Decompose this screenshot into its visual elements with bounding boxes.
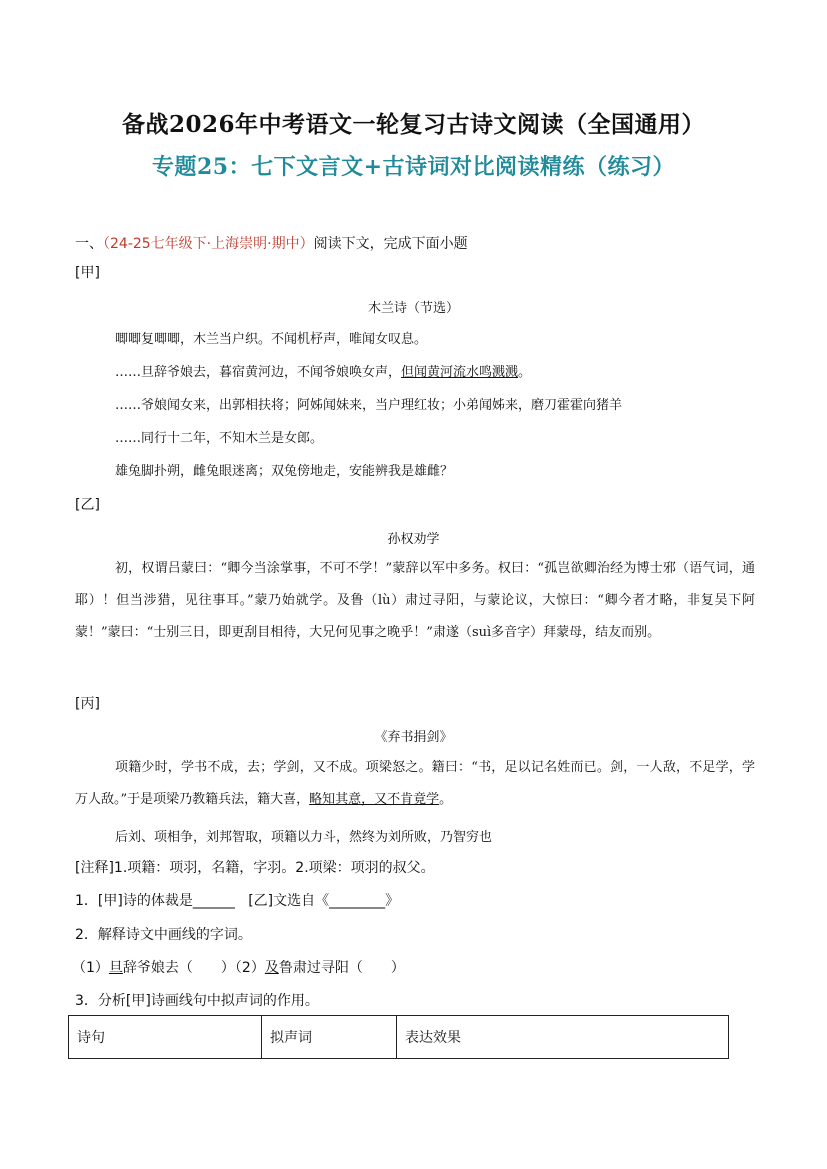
question-2: 2．解释诗文中画线的字词。 bbox=[75, 927, 252, 943]
yi-text: 初，权谓吕蒙曰：“卿今当涂掌事，不可不学！”蒙辞以军中多务。权曰：“孤岂欲卿治经为博士邪（语气词，通耶）！但当涉猎，见往事耳。”蒙乃始就学。及鲁（lù）肃过寻阳，与蒙论议，大惊曰：“卿今者才略，非复吴下阿蒙！”蒙曰：“士别三日，即更刮目相待，大兄何见事之晚乎！”肃遂（suì多音字）拜蒙母，结友而别。 bbox=[75, 561, 755, 640]
bing-title: 《弃书捐剑》 bbox=[374, 730, 453, 745]
q1-prefix: 1．[甲]诗的体裁是 bbox=[75, 893, 193, 909]
jia-label: [甲] bbox=[75, 265, 100, 281]
jia-line-2 bbox=[115, 361, 531, 380]
question-number: 一、 bbox=[75, 236, 103, 252]
question-1 bbox=[75, 890, 399, 910]
q2-item-1-rest: 辞爷娘去（ ） bbox=[122, 960, 235, 976]
q2-item-2-rest: 鲁肃过寻阳（ ） bbox=[278, 960, 405, 976]
jia-line-2-end: 。 bbox=[518, 365, 532, 380]
table-header-onomatopoeia: 拟声词 bbox=[262, 1016, 397, 1059]
question-3: 3．分析[甲]诗画线句中拟声词的作用。 bbox=[75, 993, 319, 1009]
bing-line-2: 后刘、项相争，刘邦智取，项籍以力斗，然终为刘所败，乃智穷也 bbox=[115, 830, 493, 845]
q1-blank-1: ______ bbox=[192, 893, 235, 909]
table-row bbox=[69, 1016, 729, 1059]
yi-label: [乙] bbox=[75, 497, 100, 513]
jia-title: 木兰诗（节选） bbox=[367, 301, 459, 316]
bing-text-after: 。 bbox=[439, 792, 453, 807]
jia-line-3: ……爷娘闻女来，出郭相扶将；阿姊闻妹来，当户理红妆；小弟闻姊来，磨刀霍霍向猪羊 bbox=[115, 398, 623, 413]
document-subtitle: 专题25：七下文言文+古诗词对比阅读精练（练习） bbox=[151, 154, 676, 180]
question-source: （24-25七年级下·上海崇明·期中） bbox=[103, 236, 314, 252]
bing-label: [丙] bbox=[75, 696, 100, 712]
bing-text-before: 项籍少时，学书不成，去；学剑，又不成。项梁怒之。籍曰：“书，足以记名姓而已。剑，一人敌，不足学，学万人敌。”于是项梁乃教籍兵法，籍大喜， bbox=[75, 760, 755, 807]
yi-title: 孙权劝学 bbox=[387, 532, 440, 547]
q2-item-2-word: 及 bbox=[264, 960, 279, 976]
jia-line-5: 雄兔脚扑朔，雌兔眼迷离；双兔傍地走，安能辨我是雄雌？ bbox=[115, 464, 454, 479]
jia-underlined-sentence: 但闻黄河流水鸣溅溅 bbox=[401, 365, 519, 380]
q2-item-1-word: 旦 bbox=[108, 960, 123, 976]
q2-item-2-num: （2） bbox=[234, 960, 265, 976]
q1-suffix: 》 bbox=[385, 893, 400, 909]
document-title: 备战2026年中考语文一轮复习古诗文阅读（全国通用） bbox=[121, 111, 705, 138]
question-intro bbox=[75, 233, 468, 253]
table-header-effect: 表达效果 bbox=[397, 1016, 729, 1059]
answer-table bbox=[68, 1015, 729, 1059]
question-2-items bbox=[72, 957, 405, 977]
q1-mid: [乙]文选自《 bbox=[248, 893, 330, 909]
annotation-note: [注释]1.项籍：项羽，名籍，字羽。2.项梁：项羽的叔父。 bbox=[75, 860, 435, 876]
q1-blank-2: ________ bbox=[329, 893, 386, 909]
question-instruction: 阅读下文，完成下面小题 bbox=[313, 236, 468, 252]
jia-line-2-text: ……旦辞爷娘去，暮宿黄河边，不闻爷娘唤女声， bbox=[115, 365, 402, 380]
jia-line-4: ……同行十二年，不知木兰是女郎。 bbox=[115, 431, 324, 446]
table-header-poem-line: 诗句 bbox=[69, 1016, 262, 1059]
bing-underlined-sentence: 略知其意，又不肯竟学 bbox=[309, 792, 440, 807]
q2-item-1-num: （1） bbox=[72, 960, 109, 976]
bing-text bbox=[75, 752, 755, 816]
jia-line-1: 唧唧复唧唧，木兰当户织。不闻机杼声，唯闻女叹息。 bbox=[115, 332, 428, 347]
